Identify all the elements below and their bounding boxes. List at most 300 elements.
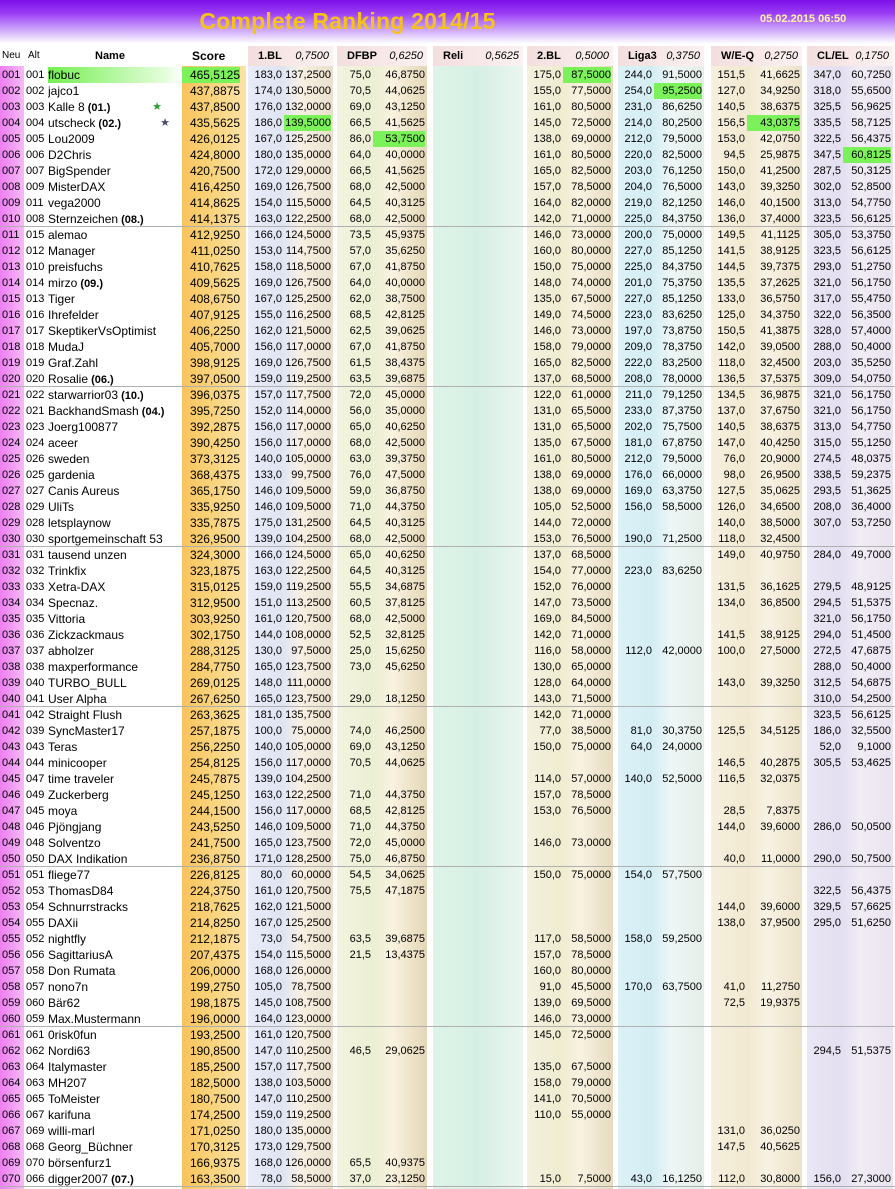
- weighted-value: 35,5250: [851, 357, 891, 369]
- header-factor: 0,1750: [855, 50, 889, 62]
- points-value: 135,0: [533, 437, 561, 449]
- points-value: 287,5: [813, 165, 841, 177]
- weighted-value: 117,0000: [285, 757, 331, 769]
- player-name[interactable]: SkeptikerVsOptimist: [48, 324, 157, 338]
- player-name[interactable]: MudaJ: [48, 340, 85, 354]
- player-name[interactable]: D2Chris: [48, 148, 92, 162]
- weighted-value: 67,5000: [571, 437, 611, 449]
- player-name[interactable]: börsenfurz1: [48, 1156, 112, 1170]
- header-1bl[interactable]: [248, 46, 333, 66]
- points-value: 180,0: [254, 149, 282, 161]
- table-row[interactable]: [0, 659, 895, 675]
- rank-new: 019: [2, 357, 21, 369]
- table-row[interactable]: [0, 179, 895, 195]
- player-name[interactable]: User Alpha: [48, 692, 107, 706]
- points-value: 100,0: [717, 645, 745, 657]
- player-name[interactable]: starwarrior03 (10.): [48, 388, 144, 402]
- player-name[interactable]: SagittariusA: [48, 948, 113, 962]
- points-value: 143,0: [717, 181, 745, 193]
- points-value: 146,0: [254, 821, 282, 833]
- score-total: 409,5625: [189, 276, 240, 290]
- table-row[interactable]: [0, 451, 895, 467]
- rank-new: 047: [2, 805, 21, 817]
- table-row[interactable]: [0, 579, 895, 595]
- player-name[interactable]: vega2000: [48, 196, 101, 210]
- points-value: 142,0: [717, 341, 745, 353]
- points-value: 67,0: [349, 341, 371, 353]
- weighted-value: 129,7500: [285, 1141, 331, 1153]
- table-row[interactable]: [0, 435, 895, 451]
- weighted-value: 27,3000: [851, 1173, 891, 1185]
- table-row[interactable]: [0, 1139, 895, 1155]
- score-total: 218,7625: [189, 900, 240, 914]
- timestamp: 05.02.2015 06:50: [760, 13, 847, 25]
- rank-old: 012: [26, 245, 45, 257]
- weighted-value: 104,2500: [285, 773, 331, 785]
- table-row[interactable]: [0, 739, 895, 755]
- player-name[interactable]: 0risk0fun: [48, 1028, 97, 1042]
- score-total: 256,2250: [189, 740, 240, 754]
- player-name[interactable]: nono7n: [48, 980, 89, 994]
- points-value: 140,0: [624, 773, 652, 785]
- player-name[interactable]: moya: [48, 804, 78, 818]
- weighted-value: 135,0000: [285, 149, 331, 161]
- table-row[interactable]: [0, 499, 895, 515]
- weighted-value: 47,1875: [385, 885, 425, 897]
- weighted-value: 53,3750: [851, 229, 891, 241]
- rank-old: 007: [26, 165, 45, 177]
- rank-old: 042: [26, 709, 45, 721]
- points-value: 137,0: [533, 549, 561, 561]
- weighted-value: 11,0000: [761, 853, 800, 865]
- table-row[interactable]: [0, 323, 895, 339]
- table-row[interactable]: [0, 211, 895, 227]
- table-row[interactable]: [0, 227, 895, 243]
- table-row[interactable]: [0, 403, 895, 419]
- player-name[interactable]: sportgemeinschaft 53: [48, 532, 163, 546]
- weighted-value: 41,6625: [760, 69, 800, 81]
- table-row[interactable]: [0, 1059, 895, 1075]
- player-name[interactable]: ToMeister: [48, 1092, 101, 1106]
- table-row[interactable]: [0, 1155, 895, 1171]
- points-value: 167,0: [254, 917, 282, 929]
- rank-old: 050: [26, 853, 45, 865]
- points-value: 227,0: [624, 293, 652, 305]
- points-value: 70,5: [349, 757, 371, 769]
- points-value: 65,5: [349, 1157, 371, 1169]
- weighted-value: 66,0000: [662, 469, 702, 481]
- player-name[interactable]: mirzo (09.): [48, 276, 104, 290]
- weighted-value: 25,9875: [760, 149, 800, 161]
- table-row[interactable]: [0, 515, 895, 531]
- table-row[interactable]: [0, 531, 895, 547]
- points-value: 181,0: [624, 437, 652, 449]
- header-neu[interactable]: Neu: [2, 50, 21, 61]
- score-total: 465,5125: [182, 67, 240, 83]
- player-name[interactable]: Nordi63: [48, 1044, 91, 1058]
- player-name[interactable]: karifuna: [48, 1108, 91, 1122]
- header-reli[interactable]: [433, 46, 523, 66]
- player-name[interactable]: Max.Mustermann: [48, 1012, 141, 1026]
- table-row[interactable]: [0, 1107, 895, 1123]
- table-row[interactable]: [0, 883, 895, 899]
- weighted-value: 67,5000: [571, 293, 611, 305]
- table-row[interactable]: [0, 131, 895, 147]
- weighted-value: 29,0625: [385, 1045, 425, 1057]
- table-row[interactable]: [0, 259, 895, 275]
- player-name[interactable]: minicooper: [48, 756, 107, 770]
- points-value: 151,5: [717, 69, 745, 81]
- rank-new: 032: [2, 565, 21, 577]
- table-row[interactable]: [0, 1123, 895, 1139]
- weighted-value: 120,7500: [285, 613, 331, 625]
- weighted-value: 69,0000: [571, 469, 611, 481]
- weighted-value: 68,5000: [571, 373, 611, 385]
- rank-old: 023: [26, 421, 45, 433]
- player-name[interactable]: gardenia: [48, 468, 95, 482]
- table-row[interactable]: [0, 595, 895, 611]
- player-name[interactable]: aceer: [48, 436, 79, 450]
- header-factor: 0,5000: [575, 50, 609, 62]
- weighted-value: 60,0000: [291, 869, 331, 881]
- weighted-value: 39,7375: [760, 261, 800, 273]
- table-row[interactable]: [0, 467, 895, 483]
- table-row[interactable]: [0, 1043, 895, 1059]
- points-value: 68,5: [349, 805, 371, 817]
- rank-new: 001: [2, 69, 21, 81]
- rank-old: 002: [26, 85, 45, 97]
- table-row[interactable]: [0, 563, 895, 579]
- weighted-value: 37,9500: [760, 917, 800, 929]
- table-row[interactable]: [0, 803, 895, 819]
- player-name[interactable]: fliege77: [48, 868, 91, 882]
- table-row[interactable]: [0, 1091, 895, 1107]
- weighted-value: 118,5000: [285, 261, 331, 273]
- points-value: 21,5: [349, 949, 371, 961]
- player-name[interactable]: time traveler: [48, 772, 115, 786]
- player-name[interactable]: nightfly: [48, 932, 87, 946]
- header-alt[interactable]: Alt: [28, 50, 40, 61]
- player-name[interactable]: letsplaynow: [48, 516, 111, 530]
- points-value: 149,0: [717, 549, 745, 561]
- weighted-value: 122,2500: [285, 213, 331, 225]
- header-dfbp[interactable]: [337, 46, 427, 66]
- table-row[interactable]: [0, 627, 895, 643]
- player-name[interactable]: TURBO_BULL: [48, 676, 127, 690]
- weighted-value: 126,0000: [285, 1157, 331, 1169]
- table-row[interactable]: [0, 851, 895, 867]
- table-row[interactable]: [0, 307, 895, 323]
- table-row[interactable]: [0, 899, 895, 915]
- points-value: 149,5: [717, 229, 745, 241]
- table-row[interactable]: [0, 723, 895, 739]
- table-row[interactable]: [0, 915, 895, 931]
- player-name[interactable]: preisfuchs: [48, 260, 103, 274]
- player-name[interactable]: Specnaz.: [48, 596, 99, 610]
- points-value: 68,0: [349, 181, 371, 193]
- points-value: 71,0: [349, 821, 371, 833]
- player-name[interactable]: SyncMaster17: [48, 724, 125, 738]
- points-value: 321,0: [813, 389, 841, 401]
- weighted-value: 40,6250: [385, 549, 425, 561]
- player-name[interactable]: digger2007 (07.): [48, 1172, 134, 1186]
- points-value: 169,0: [624, 485, 652, 497]
- player-name[interactable]: Canis Aureus: [48, 484, 120, 498]
- table-row[interactable]: [0, 115, 895, 131]
- table-row[interactable]: [0, 163, 895, 179]
- weighted-value: 58,5000: [571, 933, 611, 945]
- score-total: 263,3625: [189, 708, 240, 722]
- rank-new: 067: [2, 1125, 21, 1137]
- player-name[interactable]: Zickzackmaus: [48, 628, 125, 642]
- points-value: 28,5: [723, 805, 745, 817]
- rank-new: 007: [2, 165, 21, 177]
- table-row[interactable]: [0, 275, 895, 291]
- points-value: 73,5: [349, 229, 371, 241]
- table-row[interactable]: [0, 339, 895, 355]
- table-row[interactable]: [0, 979, 895, 995]
- rank-old: 061: [26, 1029, 45, 1041]
- points-value: 313,0: [813, 421, 841, 433]
- points-value: 138,0: [717, 917, 745, 929]
- weighted-value: 39,3250: [760, 181, 800, 193]
- weighted-value: 75,7500: [662, 421, 702, 433]
- score-total: 284,7750: [189, 660, 240, 674]
- table-row[interactable]: [0, 675, 895, 691]
- player-name[interactable]: Teras: [48, 740, 78, 754]
- points-value: 146,0: [533, 325, 561, 337]
- weighted-value: 73,0000: [571, 1013, 611, 1025]
- rank-old: 051: [26, 869, 45, 881]
- rank-old: 028: [26, 517, 45, 529]
- player-name[interactable]: BigSpender: [48, 164, 111, 178]
- weighted-value: 52,5000: [571, 501, 611, 513]
- weighted-value: 38,4375: [385, 357, 425, 369]
- player-name[interactable]: Manager: [48, 244, 96, 258]
- points-value: 118,0: [718, 357, 745, 369]
- weighted-value: 38,7500: [385, 293, 425, 305]
- player-name[interactable]: Don Rumata: [48, 964, 116, 978]
- rank-new: 060: [2, 1013, 21, 1025]
- points-value: 161,0: [533, 149, 561, 161]
- table-row[interactable]: [0, 99, 895, 115]
- rank-old: 034: [26, 597, 45, 609]
- score-total: 392,2875: [189, 420, 240, 434]
- player-name[interactable]: Rosalie (06.): [48, 372, 114, 386]
- player-name[interactable]: Pjöngjang: [48, 820, 102, 834]
- points-value: 147,0: [717, 437, 745, 449]
- points-value: 209,0: [624, 341, 652, 353]
- weighted-value: 76,5000: [662, 181, 702, 193]
- points-value: 75,0: [349, 853, 371, 865]
- player-name[interactable]: alemao: [48, 228, 88, 242]
- player-name[interactable]: Italymaster: [48, 1060, 107, 1074]
- player-name[interactable]: Solventzo: [48, 836, 101, 850]
- table-row[interactable]: [0, 963, 895, 979]
- weighted-value: 7,5000: [577, 1173, 611, 1185]
- points-value: 157,0: [533, 949, 561, 961]
- rank-new: 044: [2, 757, 21, 769]
- points-value: 321,0: [813, 613, 841, 625]
- player-name[interactable]: DAXii: [48, 916, 79, 930]
- weighted-value: 38,5000: [760, 517, 800, 529]
- table-row[interactable]: [0, 771, 895, 787]
- player-name[interactable]: BackhandSmash (04.): [48, 404, 165, 418]
- player-name[interactable]: Ihrefelder: [48, 308, 99, 322]
- table-row[interactable]: [0, 947, 895, 963]
- table-row[interactable]: [0, 643, 895, 659]
- table-row[interactable]: [0, 787, 895, 803]
- table-row[interactable]: [0, 483, 895, 499]
- table-row[interactable]: [0, 755, 895, 771]
- weighted-value: 42,5000: [385, 533, 425, 545]
- table-row[interactable]: [0, 147, 895, 163]
- weighted-value: 129,0000: [285, 165, 331, 177]
- points-value: 91,0: [539, 981, 561, 993]
- table-row[interactable]: [0, 1027, 895, 1043]
- points-value: 110,0: [534, 1109, 561, 1121]
- points-value: 175,0: [254, 517, 282, 529]
- table-row[interactable]: [0, 867, 895, 883]
- rank-new: 061: [2, 1029, 21, 1041]
- weighted-value: 43,1250: [385, 741, 425, 753]
- player-name[interactable]: Trinkfix: [48, 564, 87, 578]
- rank-new: 070: [2, 1173, 21, 1185]
- rank-new: 062: [2, 1045, 21, 1057]
- player-name[interactable]: jajco1: [48, 84, 80, 98]
- points-value: 295,0: [813, 917, 841, 929]
- header-factor: 0,3750: [666, 50, 700, 62]
- table-row[interactable]: [0, 1011, 895, 1027]
- player-name[interactable]: Lou2009: [48, 132, 95, 146]
- table-row[interactable]: [0, 387, 895, 403]
- table-row[interactable]: [0, 1171, 895, 1187]
- weighted-value: 73,0000: [571, 837, 611, 849]
- player-name[interactable]: MH207: [48, 1076, 87, 1090]
- player-name[interactable]: Joerg100877: [48, 420, 119, 434]
- weighted-value: 38,6375: [760, 101, 800, 113]
- points-value: 154,0: [533, 565, 561, 577]
- header-name[interactable]: Name: [95, 50, 125, 62]
- rank-new: 005: [2, 133, 21, 145]
- points-value: 153,0: [717, 133, 745, 145]
- player-name[interactable]: tausend unzen: [48, 548, 127, 562]
- header-clel[interactable]: [807, 46, 893, 66]
- rank-new: 020: [2, 373, 21, 385]
- points-value: 307,0: [813, 517, 841, 529]
- header-weq[interactable]: [711, 46, 802, 66]
- weighted-value: 71,5000: [571, 693, 611, 705]
- table-row[interactable]: [0, 931, 895, 947]
- player-name[interactable]: MisterDAX: [48, 180, 106, 194]
- player-name[interactable]: Vittoria: [48, 612, 86, 626]
- points-value: 161,0: [254, 1029, 282, 1041]
- table-row[interactable]: [0, 83, 895, 99]
- rank-new: 055: [2, 933, 21, 945]
- player-name[interactable]: Tiger: [48, 292, 75, 306]
- player-name[interactable]: Straight Flush: [48, 708, 123, 722]
- weighted-value: 46,8750: [385, 69, 425, 81]
- player-name[interactable]: maxperformance: [48, 660, 139, 674]
- table-row[interactable]: [0, 995, 895, 1011]
- header-liga3[interactable]: [618, 46, 704, 66]
- points-value: 156,0: [624, 501, 652, 513]
- table-row[interactable]: [0, 243, 895, 259]
- table-row[interactable]: [0, 819, 895, 835]
- rank-old: 009: [26, 181, 45, 193]
- table-row[interactable]: [0, 195, 895, 211]
- player-name[interactable]: Graf.Zahl: [48, 356, 99, 370]
- header-score[interactable]: Score: [192, 49, 226, 63]
- points-value: 68,0: [349, 437, 371, 449]
- table-row[interactable]: [0, 67, 895, 83]
- points-value: 162,0: [254, 901, 282, 913]
- rank-old: 044: [26, 757, 45, 769]
- player-name[interactable]: Bär62: [48, 996, 81, 1010]
- points-value: 133,0: [717, 293, 745, 305]
- weighted-value: 40,3125: [385, 197, 425, 209]
- table-row[interactable]: [0, 1075, 895, 1091]
- points-value: 156,0: [254, 437, 282, 449]
- player-name[interactable]: ThomasD84: [48, 884, 114, 898]
- score-total: 302,1750: [189, 628, 240, 642]
- table-row[interactable]: [0, 707, 895, 723]
- weighted-value: 44,3750: [385, 821, 425, 833]
- weighted-value: 71,0000: [571, 629, 611, 641]
- player-name[interactable]: Zuckerberg: [48, 788, 109, 802]
- player-name[interactable]: Georg_Büchner: [48, 1140, 133, 1154]
- rank-new: 006: [2, 149, 21, 161]
- player-name[interactable]: utscheck (02.): [48, 116, 122, 130]
- points-value: 317,0: [813, 293, 841, 305]
- points-value: 144,5: [717, 261, 745, 273]
- table-row[interactable]: [0, 691, 895, 707]
- table-row[interactable]: [0, 371, 895, 387]
- score-total: 199,2750: [189, 980, 240, 994]
- player-name[interactable]: Xetra-DAX: [48, 580, 106, 594]
- player-name[interactable]: sweden: [48, 452, 90, 466]
- header-factor: 0,6250: [389, 50, 423, 62]
- rank-old: 043: [26, 741, 45, 753]
- weighted-value: 34,0625: [385, 869, 425, 881]
- table-row[interactable]: [0, 355, 895, 371]
- player-name[interactable]: UliTs: [48, 500, 74, 514]
- header-2bl[interactable]: [527, 46, 613, 66]
- player-name[interactable]: Kalle 8 (01.): [48, 100, 111, 114]
- points-value: 157,0: [533, 181, 561, 193]
- player-name[interactable]: Sternzeichen (08.): [48, 212, 144, 226]
- table-row[interactable]: [0, 547, 895, 563]
- player-name[interactable]: abholzer: [48, 644, 95, 658]
- weighted-value: 44,0625: [385, 757, 425, 769]
- table-row[interactable]: [0, 291, 895, 307]
- table-row[interactable]: [0, 611, 895, 627]
- player-name[interactable]: willi-marl: [48, 1124, 95, 1138]
- weighted-value: 72,0000: [571, 517, 611, 529]
- points-value: 142,0: [533, 213, 561, 225]
- weighted-value: 72,5000: [571, 1029, 611, 1041]
- player-name[interactable]: Schnurrstracks: [48, 900, 129, 914]
- points-value: 157,0: [533, 789, 561, 801]
- player-name[interactable]: DAX Indikation: [48, 852, 128, 866]
- weighted-value: 103,5000: [285, 1077, 331, 1089]
- player-name[interactable]: flobuc: [48, 67, 182, 83]
- weighted-value: 32,8125: [385, 629, 425, 641]
- points-value: 169,0: [254, 357, 282, 369]
- table-row[interactable]: [0, 419, 895, 435]
- table-row[interactable]: [0, 835, 895, 851]
- points-value: 176,0: [254, 101, 282, 113]
